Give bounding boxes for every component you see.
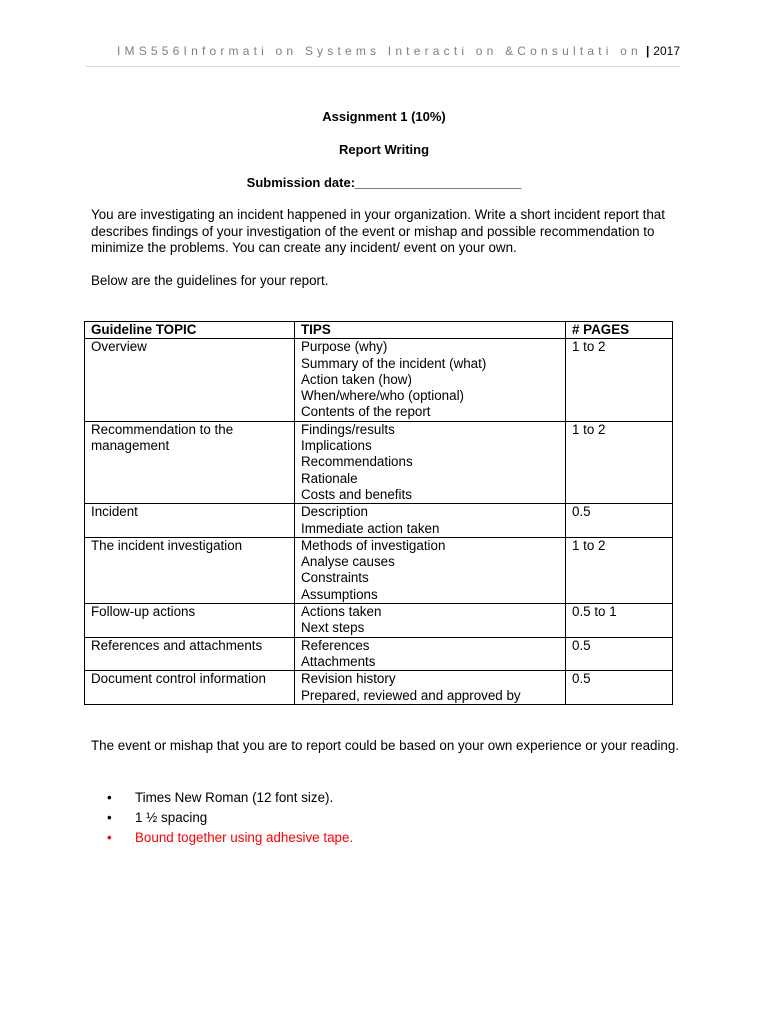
tip-item: References xyxy=(301,637,370,653)
tips-cell xyxy=(295,537,566,603)
tip-item: Analyse causes xyxy=(301,554,395,570)
requirement-text: Bound together using adhesive tape. xyxy=(135,830,354,845)
tips-cell xyxy=(295,604,566,638)
requirement-text: 1 ½ spacing xyxy=(135,810,208,825)
table-row xyxy=(85,421,673,503)
table-header-row xyxy=(85,322,673,339)
topic-cell: Document control information xyxy=(85,671,295,705)
tip-item: Summary of the incident (what) xyxy=(301,355,487,371)
tip-item: Attachments xyxy=(301,653,376,669)
bullet-icon: • xyxy=(107,790,112,805)
guidelines-intro: Below are the guidelines for your report. xyxy=(91,273,329,288)
list-item xyxy=(107,788,353,808)
tip-item: Description xyxy=(301,504,368,520)
closing-paragraph: The event or mishap that you are to report could be based on your own experience or your reading. xyxy=(91,738,680,753)
pages-cell: 1 to 2 xyxy=(566,537,673,603)
tip-item: Costs and benefits xyxy=(301,486,412,502)
tip-item: Purpose (why) xyxy=(301,339,388,355)
assignment-title: Assignment 1 (10%) xyxy=(322,109,446,124)
tip-item: Prepared, reviewed and approved by xyxy=(301,687,521,703)
tip-item: Constraints xyxy=(301,570,369,586)
table-row xyxy=(85,339,673,421)
pages-cell: 1 to 2 xyxy=(566,339,673,421)
tip-item: Implications xyxy=(301,438,372,454)
tip-item: Assumptions xyxy=(301,586,378,602)
tip-item: Recommendations xyxy=(301,454,413,470)
tip-item: When/where/who (optional) xyxy=(301,388,465,404)
requirements-list xyxy=(107,788,353,848)
table-row xyxy=(85,504,673,538)
tips-cell xyxy=(295,504,566,538)
pages-cell: 0.5 xyxy=(566,637,673,671)
tips-cell xyxy=(295,421,566,503)
tips-cell xyxy=(295,637,566,671)
topic-cell: Recommendation to the management xyxy=(85,421,295,503)
bullet-icon: • xyxy=(107,810,112,825)
course-title: IMS556Informati on Systems Interacti on &Consultati on xyxy=(116,44,642,58)
intro-paragraph: You are investigating an incident happened in your organization. Write a short incident report that describes findings of your investigation of the event or mishap and possible recommendation to minimize the problems. You can create any incident/ event on your own. xyxy=(91,207,665,255)
guidelines-table xyxy=(84,321,673,705)
tips-cell xyxy=(295,671,566,705)
topic-cell: The incident investigation xyxy=(85,537,295,603)
submission-date: Submission date:_______________________ xyxy=(246,175,522,190)
report-title: Report Writing xyxy=(338,142,430,157)
tip-item: Methods of investigation xyxy=(301,537,446,553)
tips-cell xyxy=(295,339,566,421)
pages-cell: 0.5 xyxy=(566,504,673,538)
page-header xyxy=(86,44,680,67)
pages-cell: 0.5 xyxy=(566,671,673,705)
header-topic: Guideline TOPIC xyxy=(85,322,295,339)
list-item xyxy=(107,828,353,848)
tip-item: Contents of the report xyxy=(301,404,431,420)
table-row xyxy=(85,537,673,603)
topic-cell: References and attachments xyxy=(85,637,295,671)
table-row xyxy=(85,671,673,705)
tip-item: Rationale xyxy=(301,470,358,486)
tip-item: Actions taken xyxy=(301,604,382,620)
table-row xyxy=(85,637,673,671)
requirement-text: Times New Roman (12 font size). xyxy=(135,790,334,805)
tip-item: Immediate action taken xyxy=(301,520,440,536)
list-item xyxy=(107,808,353,828)
header-tips: TIPS xyxy=(295,322,566,339)
table-row xyxy=(85,604,673,638)
topic-cell: Overview xyxy=(85,339,295,421)
pages-cell: 0.5 to 1 xyxy=(566,604,673,638)
header-separator: | xyxy=(645,44,650,58)
tip-item: Next steps xyxy=(301,620,365,636)
topic-cell: Follow-up actions xyxy=(85,604,295,638)
header-pages: # PAGES xyxy=(566,322,673,339)
tip-item: Findings/results xyxy=(301,421,395,437)
header-year: 2017 xyxy=(653,44,680,58)
pages-cell: 1 to 2 xyxy=(566,421,673,503)
tip-item: Action taken (how) xyxy=(301,371,412,387)
tip-item: Revision history xyxy=(301,671,396,687)
topic-cell: Incident xyxy=(85,504,295,538)
bullet-icon: • xyxy=(107,830,112,845)
